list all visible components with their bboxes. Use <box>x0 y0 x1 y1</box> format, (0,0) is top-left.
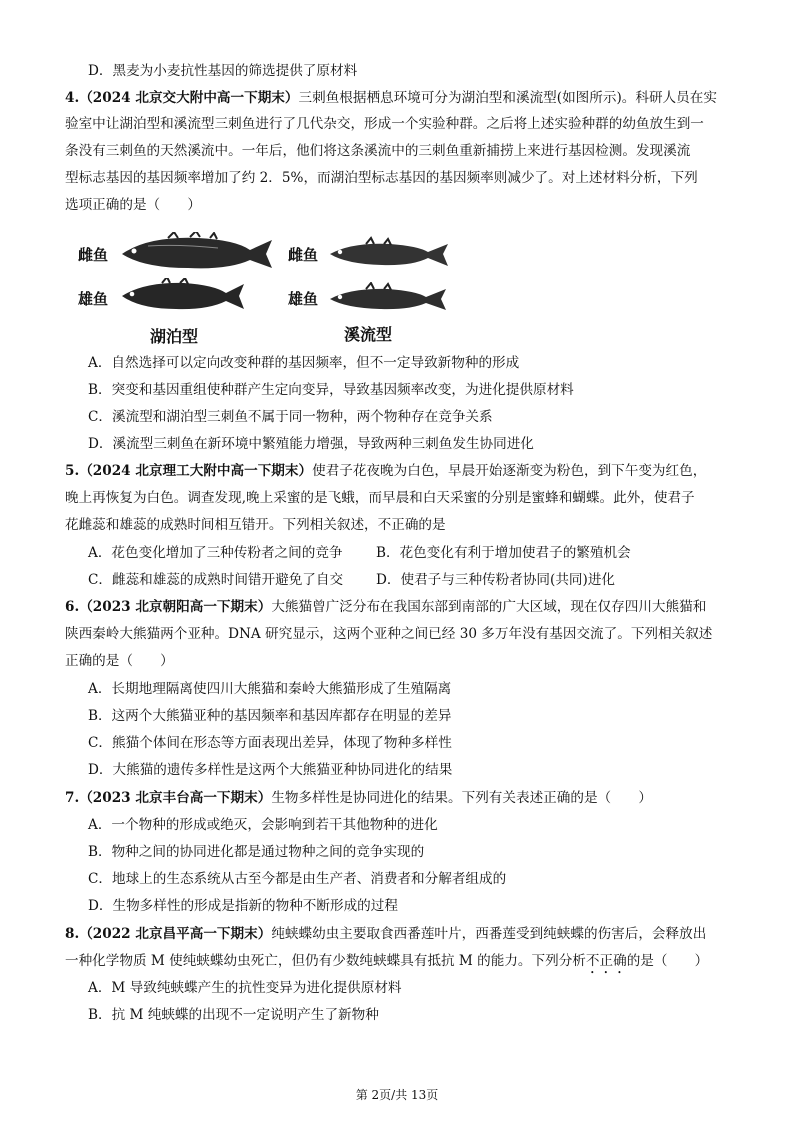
page-footer: 第 2页/共 13页 <box>355 1088 439 1102</box>
q8-option-b: B．抗 M 纯蛱蝶的出现不一定说明产生了新物种 <box>88 1007 379 1023</box>
q6-option-b: B．这两个大熊猫亚种的基因频率和基因库都存在明显的差异 <box>88 708 452 724</box>
q4-option-a: A．自然选择可以定向改变种群的基因频率，但不一定导致新物种的形成 <box>88 355 520 371</box>
q6-option-d: D．大熊猫的遗传多样性是这两个大熊猫亚种协同进化的结果 <box>88 762 453 778</box>
question-number: 8 <box>65 926 75 942</box>
q5-stem-line-3: 花雌蕊和雄蕊的成熟时间相互错开。下列相关叙述，不正确的是 <box>65 517 446 533</box>
lake-male-fish-image <box>118 278 248 314</box>
q8-option-a: A．M 导致纯蛱蝶产生的抗性变异为进化提供原材料 <box>88 980 402 996</box>
stem-text: 的是（ ） <box>626 953 709 969</box>
male-fish-label-stream: 雄鱼 <box>288 290 319 308</box>
q4-option-b: B．突变和基因重组使种群产生定向变异，导致基因频率改变，为进化提供原材料 <box>88 382 574 398</box>
emphasized-text: 不正确 <box>585 953 627 969</box>
lake-type-label: 湖泊型 <box>150 327 199 346</box>
q5-stem-line-2: 晚上再恢复为白色。调查发现,晚上采蜜的是飞蛾，而早晨和白天采蜜的分别是蜜蜂和蝴蝶。此外，使君子 <box>65 490 695 506</box>
q4-stem-line-3: 条没有三刺鱼的天然溪流中。一年后，他们将这条溪流中的三刺鱼重新捕捞上来进行基因检测。发现溪流 <box>65 143 691 159</box>
q3-option-d: D．黑麦为小麦抗性基因的筛选提供了原材料 <box>88 63 358 79</box>
lake-female-fish-image <box>118 232 276 272</box>
q7-option-d: D．生物多样性的形成是指新的物种不断形成的过程 <box>88 898 398 914</box>
q4-stem-line-2: 验室中让湖泊型和溪流型三刺鱼进行了几代杂交，形成一个实验种群。之后将上述实验种群的幼鱼放生到一 <box>65 116 704 132</box>
stem-text: 纯蛱蝶幼虫主要取食西番莲叶片，西番莲受到纯蛱蝶的伤害后，会释放出 <box>271 926 707 942</box>
question-source: （2023 北京朝阳高一下期末） <box>79 599 272 615</box>
stream-male-fish-image <box>326 282 450 314</box>
q8-stem-line-2 <box>65 952 708 977</box>
question-source: （2023 北京丰台高一下期末） <box>79 790 272 806</box>
q5-option-a: A．花色变化增加了三种传粉者之间的竞争 <box>88 545 343 561</box>
q4-stem-line-4: 型标志基因的基因频率增加了约 2．5%，而湖泊型标志基因的基因频率则减少了。对上述材料分析，下列 <box>65 170 698 186</box>
q7-option-a: A．一个物种的形成或绝灭，会影响到若干其他物种的进化 <box>88 817 438 833</box>
question-source: （2024 北京理工大附中高一下期末） <box>79 463 313 479</box>
q5-option-c: C．雌蕊和雄蕊的成熟时间错开避免了自交 <box>88 572 344 588</box>
question-source: （2024 北京交大附中高一下期末） <box>79 90 299 106</box>
q6-stem-line-3: 正确的是（ ） <box>65 653 174 669</box>
q6-option-c: C．熊猫个体间在形态等方面表现出差异，体现了物种多样性 <box>88 735 452 751</box>
q4-option-c: C．溪流型和湖泊型三刺鱼不属于同一物种，两个物种存在竞争关系 <box>88 409 493 425</box>
q5-stem-line-1: 5.（2024 北京理工大附中高一下期末）使君子花夜晚为白色，早晨开始逐渐变为粉色，到下午变为红色， <box>65 463 707 479</box>
stem-text: 使君子花夜晚为白色，早晨开始逐渐变为粉色，到下午变为红色， <box>312 463 707 479</box>
question-source: （2022 北京昌平高一下期末） <box>79 926 272 942</box>
question-number: 6 <box>65 599 75 615</box>
q6-stem-line-2: 陕西秦岭大熊猫两个亚种。DNA 研究显示，这两个亚种之间已经 30 多万年没有基因交流了。下列相关叙述 <box>65 626 713 642</box>
q4-stem-line-1: 4.（2024 北京交大附中高一下期末）三刺鱼根据栖息环境可分为湖泊型和溪流型(如图所示)。科研人员在实 <box>65 90 717 106</box>
stem-text: 一种化学物质 M 使纯蛱蝶幼虫死亡，但仍有少数纯蛱蝶具有抵抗 M 的能力。下列分析 <box>65 953 586 969</box>
stem-text: 生物多样性是协同进化的结果。下列有关表述正确的是（ ） <box>271 790 652 806</box>
q5-option-d: D．使君子与三种传粉者协同(共同)进化 <box>376 572 616 588</box>
female-fish-label-stream: 雌鱼 <box>288 246 319 264</box>
female-fish-label-lake: 雌鱼 <box>78 246 109 264</box>
male-fish-label-lake: 雄鱼 <box>78 290 109 308</box>
q4-stem-line-5: 选项正确的是（ ） <box>65 197 201 213</box>
stem-text: 大熊猫曾广泛分布在我国东部到南部的广大区域，现在仅存四川大熊猫和 <box>271 599 707 615</box>
q8-stem-line-1: 8.（2022 北京昌平高一下期末）纯蛱蝶幼虫主要取食西番莲叶片，西番莲受到纯蛱蝶的伤害后，会释放出 <box>65 926 707 942</box>
q5-option-b: B．花色变化有利于增加使君子的繁殖机会 <box>376 545 631 561</box>
q6-stem-line-1: 6.（2023 北京朝阳高一下期末）大熊猫曾广泛分布在我国东部到南部的广大区域，现在仅存四川大熊猫和 <box>65 599 707 615</box>
q7-option-b: B．物种之间的协同进化都是通过物种之间的竞争实现的 <box>88 844 425 860</box>
q7-option-c: C．地球上的生态系统从古至今都是由生产者、消费者和分解者组成的 <box>88 871 507 887</box>
question-number: 5 <box>65 463 75 479</box>
q4-option-d: D．溪流型三刺鱼在新环境中繁殖能力增强，导致两种三刺鱼发生协同进化 <box>88 436 534 452</box>
stream-type-label: 溪流型 <box>344 325 393 344</box>
stem-text: 三刺鱼根据栖息环境可分为湖泊型和溪流型(如图所示)。科研人员在实 <box>298 90 717 106</box>
question-number: 4 <box>65 90 75 106</box>
question-number: 7 <box>65 790 75 806</box>
q6-option-a: A．长期地理隔离使四川大熊猫和秦岭大熊猫形成了生殖隔离 <box>88 681 452 697</box>
stream-female-fish-image <box>326 236 452 270</box>
q7-stem-line-1: 7.（2023 北京丰台高一下期末）生物多样性是协同进化的结果。下列有关表述正确的是（ ） <box>65 790 652 806</box>
